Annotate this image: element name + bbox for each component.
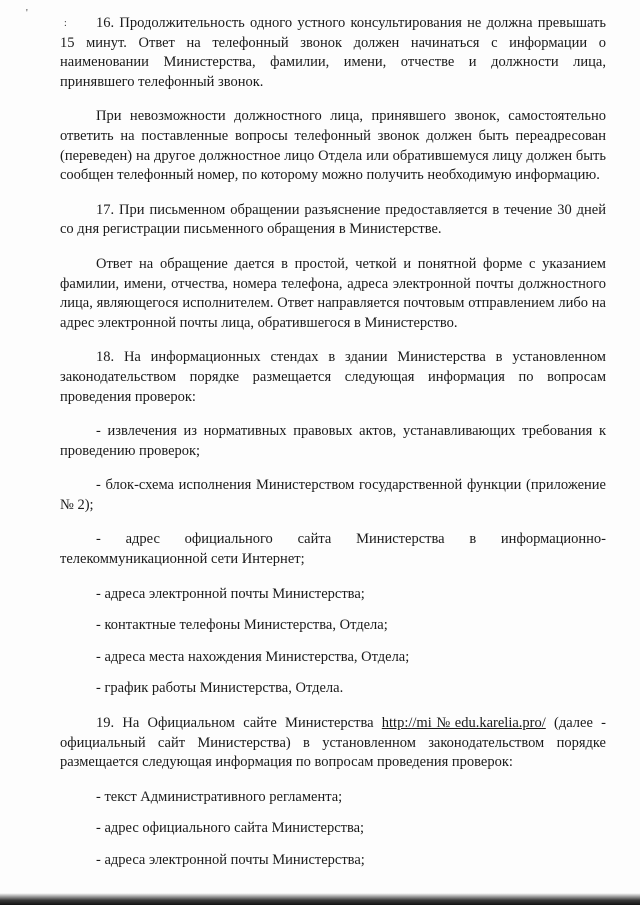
scan-edge-shadow (0, 893, 640, 905)
list-item: - адрес официального сайта Министерства в информационно-телекоммуникационной сети Интернет; (60, 531, 606, 568)
scan-mark: : (64, 18, 67, 29)
paragraph-18: 18. На информационных стендах в здании Министерства в установленном законодательством порядке размещается следующая информация по вопросам проведения проверок: (60, 349, 606, 405)
list-item: - адреса электронной почты Министерства; (96, 585, 365, 602)
scan-mark: ' (26, 8, 28, 19)
list-item: - текст Административного регламента; (96, 788, 343, 805)
list-item: - адреса электронной почты Министерства; (96, 852, 365, 868)
paragraph-17: 17. При письменном обращении разъяснение предоставляется в течение 30 дней со дня регистрации письменного обращения в Министерстве. (60, 201, 606, 238)
paragraph-17-continued: Ответ на обращение дается в простой, четкой и понятной форме с указанием фамилии, имени, отчества, номера телефона, адреса электронной почты должностного лица, являющегося исполнителем. Ответ направляется почтовым отправлением либо на адрес электронной почты лица, обратившегося в Министерство. (60, 255, 606, 331)
list-item: - извлечения из нормативных правовых актов, устанавливающих требования к проведению проверок; (60, 423, 606, 459)
list-item: - график работы Министерства, Отдела. (96, 680, 344, 697)
paragraph-19 (60, 714, 606, 773)
paragraph-19-lead: 19. На Официальном сайте Министерства (96, 715, 382, 732)
list-item: - адрес официального сайта Министерства; (96, 820, 365, 837)
list-item: - контактные телефоны Министерства, Отдела; (96, 617, 388, 634)
document-body (60, 14, 606, 883)
paragraph-16-continued: При невозможности должностного лица, принявшего звонок, самостоятельно ответить на поставленные вопросы телефонный звонок должен быть переадресован (переведен) на другое должностное лицо Отдела или обратившемуся лицу должен быть сообщен телефонный номер, по которому можно получить необходимую информацию. (60, 108, 606, 184)
paragraph-16: 16. Продолжительность одного устного консультирования не должна превышать 15 минут. Ответ на телефонный звонок должен начинаться с информации о наименовании Министерства, фамилии, имени, отчестве и должности лица, принявшего телефонный звонок. (60, 15, 606, 90)
ministry-site-link[interactable]: http://mi№edu.karelia.pro/ (381, 715, 546, 732)
paragraph-19-tail: (далее - официальный сайт Министерства) в установленном законодательством порядке размещается следующая информация по вопросам проведения проверок: (60, 715, 606, 771)
list-item: - блок-схема исполнения Министерством государственной функции (приложение № 2); (60, 477, 606, 513)
list-item: - адреса места нахождения Министерства, Отдела; (96, 648, 410, 665)
